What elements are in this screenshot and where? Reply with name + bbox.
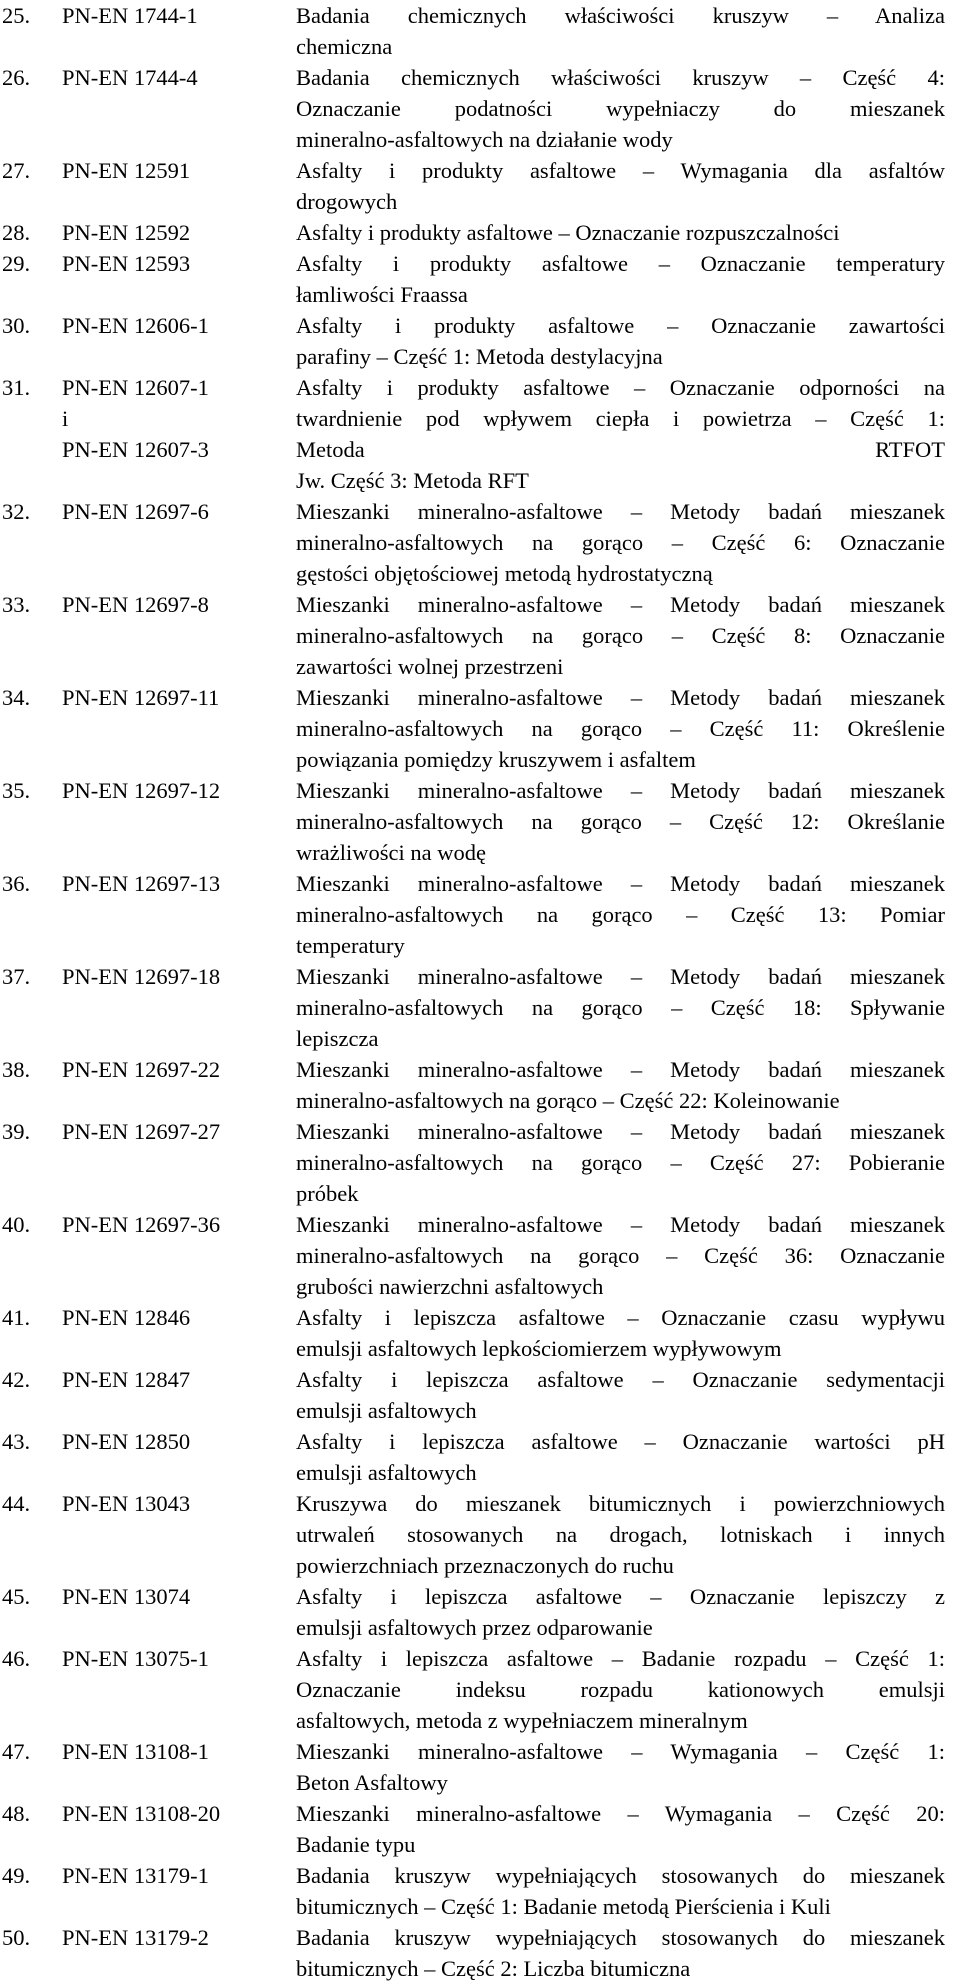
standard-code xyxy=(36,961,282,992)
standard-description xyxy=(282,1426,945,1488)
description-line: Asfalty i produkty asfaltowe – Oznaczanie rozpuszczalności xyxy=(296,220,840,245)
standard-code-line: PN-EN 12606-1 xyxy=(62,313,209,338)
description-line: Asfalty i produkty asfaltowe – Oznaczanie odporności na xyxy=(296,375,945,400)
standard-description xyxy=(282,1922,945,1984)
standard-code-line: PN-EN 1744-4 xyxy=(62,65,198,90)
entry-number: 25. xyxy=(2,3,31,28)
entry-number: 31. xyxy=(2,375,31,400)
standard-code-line: PN-EN 13179-1 xyxy=(62,1863,209,1888)
entry-number: 27. xyxy=(2,158,31,183)
entry-number: 47. xyxy=(2,1739,31,1764)
standard-description xyxy=(282,248,945,310)
entry-number: 45. xyxy=(2,1584,31,1609)
list-item xyxy=(0,496,960,589)
description-line: mineralno-asfaltowych na działanie wody xyxy=(296,127,673,152)
standard-code xyxy=(36,372,282,465)
description-line: Mieszanki mineralno-asfaltowe – Metody badań mieszanek xyxy=(296,1057,945,1082)
description-line: Asfalty i lepiszcza asfaltowe – Oznaczanie wartości pH xyxy=(296,1429,945,1454)
standard-description xyxy=(282,217,945,248)
list-item xyxy=(0,1488,960,1581)
list-item xyxy=(0,1054,960,1116)
standard-code-line: PN-EN 13179-2 xyxy=(62,1925,209,1950)
standard-code xyxy=(36,682,282,713)
list-item xyxy=(0,1798,960,1860)
description-line: Oznaczanie podatności wypełniaczy do mieszanek xyxy=(296,96,945,121)
list-item xyxy=(0,589,960,682)
standard-code-line: PN-EN 12697-36 xyxy=(62,1212,221,1237)
standard-code xyxy=(36,1922,282,1953)
standard-description xyxy=(282,62,945,155)
description-line: Kruszywa do mieszanek bitumicznych i powierzchniowych xyxy=(296,1491,945,1516)
entry-number: 41. xyxy=(2,1305,31,1330)
description-line: powierzchniach przeznaczonych do ruchu xyxy=(296,1553,674,1578)
standard-description xyxy=(282,1643,945,1736)
standard-description xyxy=(282,310,945,372)
description-line: Asfalty i lepiszcza asfaltowe – Oznaczanie czasu wypływu xyxy=(296,1305,945,1330)
description-line: emulsji asfaltowych xyxy=(296,1398,477,1423)
description-line: mineralno-asfaltowych na gorąco – Część 12: Określanie xyxy=(296,809,945,834)
standard-description xyxy=(282,1054,945,1116)
description-line: drogowych xyxy=(296,189,398,214)
description-line: Jw. Część 3: Metoda RFT xyxy=(296,468,529,493)
standard-code xyxy=(36,1581,282,1612)
standard-code xyxy=(36,0,282,31)
description-line: zawartości wolnej przestrzeni xyxy=(296,654,564,679)
standard-description xyxy=(282,1116,945,1209)
entry-number: 44. xyxy=(2,1491,31,1516)
list-item xyxy=(0,0,960,62)
list-item xyxy=(0,1860,960,1922)
standard-description xyxy=(282,155,945,217)
description-line: Mieszanki mineralno-asfaltowe – Metody badań mieszanek xyxy=(296,592,945,617)
entry-number: 48. xyxy=(2,1801,31,1826)
description-line: próbek xyxy=(296,1181,359,1206)
standard-description xyxy=(282,1860,945,1922)
description-line: mineralno-asfaltowych na gorąco – Część 27: Pobieranie xyxy=(296,1150,945,1175)
list-item xyxy=(0,775,960,868)
description-line: grubości nawierzchni asfaltowych xyxy=(296,1274,604,1299)
standard-code xyxy=(36,496,282,527)
standard-code-line: PN-EN 13108-1 xyxy=(62,1739,209,1764)
standard-code-line: PN-EN 12850 xyxy=(62,1429,191,1454)
description-line: Badania chemicznych właściwości kruszyw – Analiza xyxy=(296,3,945,28)
standard-code-line: PN-EN 12846 xyxy=(62,1305,191,1330)
description-line: asfaltowych, metoda z wypełniaczem mineralnym xyxy=(296,1708,748,1733)
entry-number: 37. xyxy=(2,964,31,989)
list-item xyxy=(0,1922,960,1984)
entry-number: 36. xyxy=(2,871,31,896)
description-line: twardnienie pod wpływem ciepła i powietrza – Część 1: xyxy=(296,406,945,431)
standard-code-line: PN-EN 12591 xyxy=(62,158,191,183)
description-line: Mieszanki mineralno-asfaltowe – Metody badań mieszanek xyxy=(296,964,945,989)
entry-number: 32. xyxy=(2,499,31,524)
standard-code-line: PN-EN 13043 xyxy=(62,1491,191,1516)
list-item xyxy=(0,62,960,155)
description-line: Mieszanki mineralno-asfaltowe – Metody badań mieszanek xyxy=(296,499,945,524)
standard-code xyxy=(36,1798,282,1829)
description-line: Badania kruszyw wypełniających stosowanych do mieszanek xyxy=(296,1925,945,1950)
entry-number: 43. xyxy=(2,1429,31,1454)
entry-number: 26. xyxy=(2,65,31,90)
standard-code-line: PN-EN 12592 xyxy=(62,220,191,245)
standard-description xyxy=(282,1736,945,1798)
standard-description xyxy=(282,1364,945,1426)
description-line: Asfalty i lepiszcza asfaltowe – Oznaczanie lepiszczy z xyxy=(296,1584,945,1609)
description-line: mineralno-asfaltowych na gorąco – Część 6: Oznaczanie xyxy=(296,530,945,555)
standard-description xyxy=(282,1581,945,1643)
description-line: Asfalty i produkty asfaltowe – Oznaczanie zawartości xyxy=(296,313,945,338)
standard-code xyxy=(36,1116,282,1147)
description-line: Asfalty i lepiszcza asfaltowe – Oznaczanie sedymentacji xyxy=(296,1367,945,1392)
list-item xyxy=(0,682,960,775)
standard-code-line: PN-EN 12607-1 xyxy=(62,375,209,400)
description-line: Badania chemicznych właściwości kruszyw – Część 4: xyxy=(296,65,945,90)
list-item xyxy=(0,217,960,248)
list-item xyxy=(0,372,960,496)
description-line: Mieszanki mineralno-asfaltowe – Wymagania – Część 1: xyxy=(296,1739,945,1764)
entry-number: 34. xyxy=(2,685,31,710)
description-line: Metoda RTFOT xyxy=(296,437,945,462)
description-line: parafiny – Część 1: Metoda destylacyjna xyxy=(296,344,663,369)
description-line: powiązania pomiędzy kruszywem i asfaltem xyxy=(296,747,696,772)
entry-number: 39. xyxy=(2,1119,31,1144)
entry-number: 49. xyxy=(2,1863,31,1888)
standard-description xyxy=(282,682,945,775)
standard-code xyxy=(36,1488,282,1519)
description-line: mineralno-asfaltowych na gorąco – Część 22: Koleinowanie xyxy=(296,1088,840,1113)
standard-code-line: PN-EN 12607-3 xyxy=(62,437,209,462)
standard-code-line: PN-EN 13074 xyxy=(62,1584,191,1609)
entry-number: 46. xyxy=(2,1646,31,1671)
description-line: bitumicznych – Część 1: Badanie metodą Pierścienia i Kuli xyxy=(296,1894,831,1919)
list-item xyxy=(0,248,960,310)
description-line: lepiszcza xyxy=(296,1026,379,1051)
description-line: temperatury xyxy=(296,933,405,958)
standard-code xyxy=(36,1302,282,1333)
standard-description xyxy=(282,372,945,496)
standard-code xyxy=(36,1426,282,1457)
entry-number: 28. xyxy=(2,220,31,245)
standard-code xyxy=(36,1054,282,1085)
standard-code-line: PN-EN 12697-11 xyxy=(62,685,220,710)
description-line: emulsji asfaltowych xyxy=(296,1460,477,1485)
description-line: Oznaczanie indeksu rozpadu kationowych emulsji xyxy=(296,1677,945,1702)
description-line: Asfalty i lepiszcza asfaltowe – Badanie rozpadu – Część 1: xyxy=(296,1646,945,1671)
standard-code xyxy=(36,1860,282,1891)
entry-number: 42. xyxy=(2,1367,31,1392)
list-item xyxy=(0,155,960,217)
description-line: bitumicznych – Część 2: Liczba bitumiczna xyxy=(296,1956,691,1981)
standard-description xyxy=(282,1798,945,1860)
standard-code xyxy=(36,310,282,341)
description-line: Mieszanki mineralno-asfaltowe – Metody badań mieszanek xyxy=(296,685,945,710)
standard-code-line: PN-EN 12697-27 xyxy=(62,1119,221,1144)
standard-code-line: PN-EN 1744-1 xyxy=(62,3,198,28)
standard-code-line: PN-EN 12697-12 xyxy=(62,778,221,803)
standard-code-line: PN-EN 12697-22 xyxy=(62,1057,221,1082)
description-line: mineralno-asfaltowych na gorąco – Część 8: Oznaczanie xyxy=(296,623,945,648)
standard-code xyxy=(36,62,282,93)
standard-code xyxy=(36,248,282,279)
standard-code-line: PN-EN 12697-18 xyxy=(62,964,221,989)
list-item xyxy=(0,1116,960,1209)
standard-code xyxy=(36,775,282,806)
entry-number: 38. xyxy=(2,1057,31,1082)
standard-code xyxy=(36,1209,282,1240)
standard-code-line: PN-EN 12593 xyxy=(62,251,191,276)
entry-number: 33. xyxy=(2,592,31,617)
standard-description xyxy=(282,589,945,682)
description-line: Mieszanki mineralno-asfaltowe – Wymagania – Część 20: xyxy=(296,1801,945,1826)
description-line: Asfalty i produkty asfaltowe – Oznaczanie temperatury xyxy=(296,251,945,276)
standard-code-line: PN-EN 13108-20 xyxy=(62,1801,221,1826)
description-line: chemiczna xyxy=(296,34,393,59)
description-line: mineralno-asfaltowych na gorąco – Część 18: Spływanie xyxy=(296,995,945,1020)
standard-code-line: PN-EN 12697-6 xyxy=(62,499,209,524)
list-item xyxy=(0,1302,960,1364)
description-line: Asfalty i produkty asfaltowe – Wymagania dla asfaltów xyxy=(296,158,945,183)
description-line: emulsji asfaltowych lepkościomierzem wypływowym xyxy=(296,1336,782,1361)
standard-code xyxy=(36,1364,282,1395)
description-line: Badania kruszyw wypełniających stosowanych do mieszanek xyxy=(296,1863,945,1888)
entry-number: 40. xyxy=(2,1212,31,1237)
description-line: Beton Asfaltowy xyxy=(296,1770,448,1795)
standard-description xyxy=(282,961,945,1054)
description-line: Badanie typu xyxy=(296,1832,416,1857)
standard-code xyxy=(36,589,282,620)
description-line: Mieszanki mineralno-asfaltowe – Metody badań mieszanek xyxy=(296,871,945,896)
list-item xyxy=(0,868,960,961)
list-item xyxy=(0,1643,960,1736)
standard-description xyxy=(282,868,945,961)
standard-code-line: i xyxy=(62,406,69,431)
standard-code xyxy=(36,868,282,899)
standard-code xyxy=(36,217,282,248)
list-item xyxy=(0,961,960,1054)
entry-number: 29. xyxy=(2,251,31,276)
description-line: emulsji asfaltowych przez odparowanie xyxy=(296,1615,653,1640)
description-line: wrażliwości na wodę xyxy=(296,840,486,865)
entry-number: 35. xyxy=(2,778,31,803)
standard-description xyxy=(282,496,945,589)
list-item xyxy=(0,310,960,372)
description-line: mineralno-asfaltowych na gorąco – Część 13: Pomiar xyxy=(296,902,945,927)
list-item xyxy=(0,1364,960,1426)
standard-code-line: PN-EN 13075-1 xyxy=(62,1646,209,1671)
standard-description xyxy=(282,775,945,868)
description-line: łamliwości Fraassa xyxy=(296,282,468,307)
list-item xyxy=(0,1426,960,1488)
standard-code xyxy=(36,1643,282,1674)
description-line: Mieszanki mineralno-asfaltowe – Metody badań mieszanek xyxy=(296,1119,945,1144)
standard-code xyxy=(36,155,282,186)
description-line: Mieszanki mineralno-asfaltowe – Metody badań mieszanek xyxy=(296,1212,945,1237)
standard-code-line: PN-EN 12697-13 xyxy=(62,871,221,896)
standard-code-line: PN-EN 12847 xyxy=(62,1367,191,1392)
standard-code xyxy=(36,1736,282,1767)
description-line: Mieszanki mineralno-asfaltowe – Metody badań mieszanek xyxy=(296,778,945,803)
list-item xyxy=(0,1736,960,1798)
standard-description xyxy=(282,1209,945,1302)
description-line: mineralno-asfaltowych na gorąco – Część 36: Oznaczanie xyxy=(296,1243,945,1268)
list-item xyxy=(0,1581,960,1643)
description-line: mineralno-asfaltowych na gorąco – Część 11: Określenie xyxy=(296,716,945,741)
entry-number: 50. xyxy=(2,1925,31,1950)
standard-description xyxy=(282,1302,945,1364)
entry-number: 30. xyxy=(2,313,31,338)
standard-description xyxy=(282,1488,945,1581)
standard-description xyxy=(282,0,945,62)
description-line: utrwaleń stosowanych na drogach, lotniskach i innych xyxy=(296,1522,945,1547)
list-item xyxy=(0,1209,960,1302)
standard-code-line: PN-EN 12697-8 xyxy=(62,592,209,617)
description-line: gęstości objętościowej metodą hydrostatyczną xyxy=(296,561,713,586)
